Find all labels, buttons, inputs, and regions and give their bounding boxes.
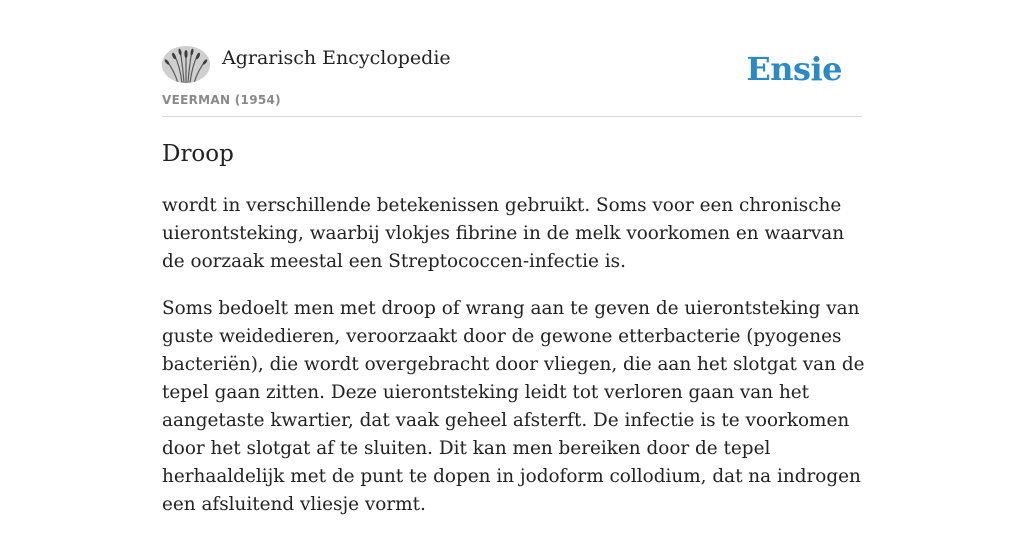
article-title: Droop bbox=[162, 141, 234, 167]
source-title[interactable]: Agrarisch Encyclopedie bbox=[222, 47, 451, 69]
source-author-year: VEERMAN (1954) bbox=[162, 93, 281, 107]
article-paragraph: Soms bedoelt men met droop of wrang aan te geven de uierontsteking van guste weidedieren, veroorzaakt door de gewone etterbacterie (pyogenes bacteriën), die wordt overgebracht door vliegen, die aan het slotgat van de tepel gaan zitten. Deze uierontsteking leidt tot verloren gaan van het aangetaste kwartier, dat vaak geheel afsterft. De infectie is te voorkomen door het slotgat af te sluiten. Dit kan men bereiken door de tepel herhaaldelijk met de punt te dopen in jodoform collodium, dat na indrogen een afsluitend vliesje vormt. bbox=[162, 298, 865, 515]
wheat-logo-icon[interactable] bbox=[162, 46, 210, 83]
article-paragraph: wordt in verschillende betekenissen gebruikt. Soms voor een chronische uierontsteking, waarbij vlokjes fibrine in de melk voorkomen en waarvan de oorzaak meestal een Streptococcen-infectie is. bbox=[162, 195, 845, 272]
ensie-brand-logo[interactable]: Ensie bbox=[746, 50, 842, 88]
source-header bbox=[162, 46, 862, 117]
article-body bbox=[162, 192, 867, 538]
